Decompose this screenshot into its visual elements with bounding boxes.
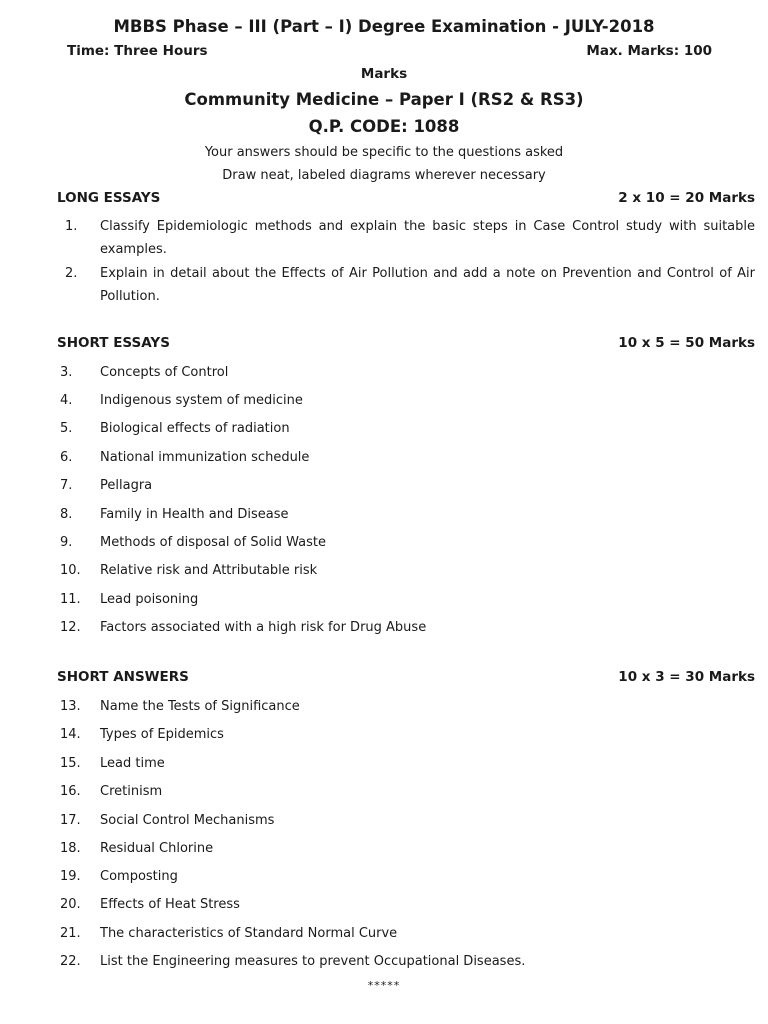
question-text: Composting (100, 869, 178, 884)
question-number: 19. (60, 869, 81, 884)
question-number: 18. (60, 841, 81, 856)
question-number: 7. (60, 478, 73, 493)
question-text: The characteristics of Standard Normal Curve (100, 926, 398, 941)
section-title: SHORT ESSAYS (57, 335, 170, 351)
question-text: Explain in detail about the Effects of Air Pollution and add a note on Prevention and Control of Air Pollution. (100, 266, 755, 304)
section-marks: 10 x 3 = 30 Marks (618, 669, 755, 685)
question-text: Concepts of Control (100, 365, 229, 380)
exam-title: MBBS Phase – III (Part – I) Degree Examination - JULY-2018 (113, 17, 655, 36)
question-text: Lead time (100, 756, 165, 771)
question-text: Methods of disposal of Solid Waste (100, 535, 326, 550)
question-item (57, 262, 755, 308)
question-text: Name the Tests of Significance (100, 699, 300, 714)
question-number: 15. (60, 756, 81, 771)
question-text: Classify Epidemiologic methods and explain the basic steps in Case Control study with suitable examples. (100, 219, 755, 257)
marks-label: Marks (360, 66, 408, 82)
question-item (57, 215, 755, 261)
question-item (57, 950, 755, 973)
long-essays-heading (57, 190, 755, 206)
section-title: LONG ESSAYS (57, 190, 161, 206)
section-title: SHORT ANSWERS (57, 669, 189, 685)
instruction-diagrams: Draw neat, labeled diagrams wherever necessary (222, 168, 546, 183)
question-number: 9. (60, 535, 73, 550)
question-item (57, 922, 755, 945)
instruction-specific: Your answers should be specific to the questions asked (204, 145, 564, 160)
section-marks: 2 x 10 = 20 Marks (618, 190, 755, 206)
question-number: 21. (60, 926, 81, 941)
question-number: 17. (60, 813, 81, 828)
question-text: Cretinism (100, 784, 163, 799)
question-number: 14. (60, 727, 81, 742)
question-number: 22. (60, 954, 81, 969)
question-item (57, 417, 755, 440)
question-number: 10. (60, 563, 81, 578)
question-text: Social Control Mechanisms (100, 813, 275, 828)
question-number: 16. (60, 784, 81, 799)
question-number: 11. (60, 592, 81, 607)
max-marks: Max. Marks: 100 (586, 43, 712, 59)
question-text: National immunization schedule (100, 450, 310, 465)
question-text: Types of Epidemics (100, 727, 224, 742)
question-number: 12. (60, 620, 81, 635)
question-item (57, 752, 755, 775)
question-item (57, 389, 755, 412)
question-item (57, 616, 755, 639)
question-item (57, 446, 755, 469)
end-of-paper-stars: ***** (367, 979, 401, 992)
qp-code: Q.P. CODE: 1088 (308, 117, 460, 136)
question-number: 4. (60, 393, 73, 408)
question-text: Relative risk and Attributable risk (100, 563, 318, 578)
question-number: 6. (60, 450, 73, 465)
question-text: Residual Chlorine (100, 841, 214, 856)
short-essays-heading (57, 335, 755, 351)
question-text: Indigenous system of medicine (100, 393, 303, 408)
question-item (57, 361, 755, 384)
question-item (57, 531, 755, 554)
subject-title: Community Medicine – Paper I (RS2 & RS3) (184, 90, 584, 109)
question-item (57, 474, 755, 497)
question-text: Effects of Heat Stress (100, 897, 240, 912)
question-item (57, 723, 755, 746)
question-item (57, 893, 755, 916)
question-number: 8. (60, 507, 73, 522)
question-text: Lead poisoning (100, 592, 199, 607)
question-text: List the Engineering measures to prevent Occupational Diseases. (100, 954, 526, 969)
question-item (57, 809, 755, 832)
question-number: 13. (60, 699, 81, 714)
question-number: 2. (65, 266, 78, 281)
exam-meta-row (67, 43, 712, 59)
question-number: 3. (60, 365, 73, 380)
question-item (57, 503, 755, 526)
question-text: Biological effects of radiation (100, 421, 290, 436)
question-text: Pellagra (100, 478, 153, 493)
question-item (57, 865, 755, 888)
short-answers-heading (57, 669, 755, 685)
question-number: 1. (65, 219, 78, 234)
question-number: 5. (60, 421, 73, 436)
time-allowed: Time: Three Hours (67, 43, 208, 59)
question-text: Factors associated with a high risk for Drug Abuse (100, 620, 427, 635)
question-item (57, 695, 755, 718)
question-number: 20. (60, 897, 81, 912)
question-item (57, 588, 755, 611)
question-text: Family in Health and Disease (100, 507, 289, 522)
question-item (57, 559, 755, 582)
question-item (57, 837, 755, 860)
section-marks: 10 x 5 = 50 Marks (618, 335, 755, 351)
question-item (57, 780, 755, 803)
